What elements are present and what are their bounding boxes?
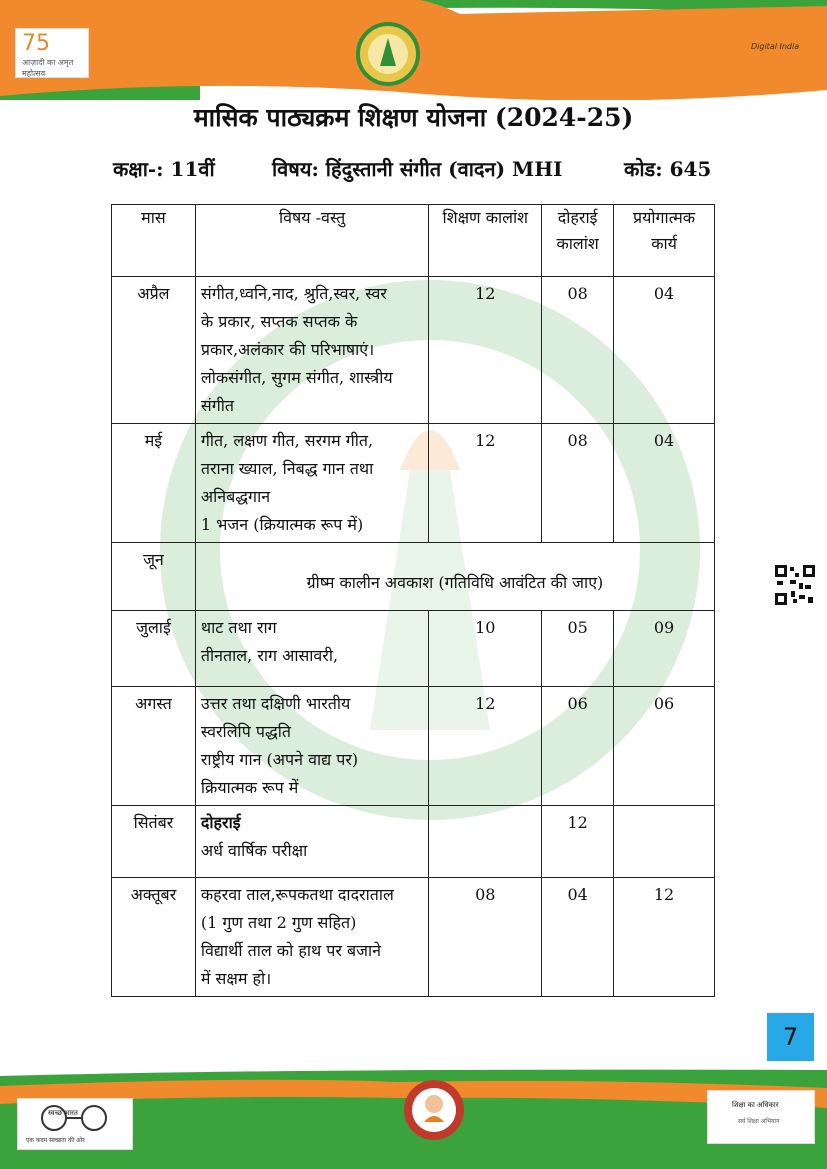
header-practical-work: प्रयोगात्मक कार्य (614, 205, 715, 277)
qr-code-icon (775, 565, 815, 605)
board-emblem-icon (356, 22, 420, 86)
content-cell: कहरवा ताल,रूपकतथा दादराताल (1 गुण तथा 2 गुण सहित) विद्यार्थी ताल को हाथ पर बजाने में सक्षम हो। (195, 878, 429, 997)
header-content: विषय -वस्तु (195, 205, 429, 277)
header-month: मास (112, 205, 196, 277)
table-row: मई गीत, लक्षण गीत, सरगम गीत, तराना ख्याल, निबद्ध गान तथा अनिबद्धगान 1 भजन (क्रियात्मक रूप में) 12 08 04 (112, 424, 715, 543)
table-row: अप्रैल संगीत,ध्वनि,नाद, श्रुति,स्वर, स्वर के प्रकार, सप्तक सप्तक के प्रकार,अलंकार की परिभाषाएं। लोकसंगीत, सुगम संगीत, शास्त्रीय संगीत 12 08 04 (112, 277, 715, 424)
glasses-icon (24, 1103, 124, 1133)
syllabus-table (111, 204, 715, 997)
digital-india-logo: Digital India (731, 36, 801, 64)
table-row: अगस्त उत्तर तथा दक्षिणी भारतीय स्वरलिपि पद्धति राष्ट्रीय गान (अपने वाद्य पर) क्रियात्मक रूप में 12 06 06 (112, 687, 715, 806)
class-label: कक्षा-: 11वीं (113, 157, 215, 181)
table-row: सितंबर दोहराई अर्ध वार्षिक परीक्षा 12 (112, 806, 715, 878)
content-cell: दोहराई अर्ध वार्षिक परीक्षा (195, 806, 429, 878)
page-number: 7 (767, 1013, 814, 1061)
page-title: मासिक पाठ्यक्रम शिक्षण योजना (2024-25) (193, 103, 634, 132)
azadi-ka-amrit-mahotsav-logo: 75 आज़ादी का अमृत महोत्सव (15, 28, 89, 78)
swachh-bharat-logo: स्वच्छ भारत एक कदम स्वच्छता की ओर (17, 1098, 133, 1150)
subject-label: विषय: हिंदुस्तानी संगीत (वादन) MHI (272, 157, 563, 181)
table-row: अक्तूबर कहरवा ताल,रूपकतथा दादराताल (1 गुण तथा 2 गुण सहित) विद्यार्थी ताल को हाथ पर बजाने में सक्षम हो। 08 04 12 (112, 878, 715, 997)
content-cell: संगीत,ध्वनि,नाद, श्रुति,स्वर, स्वर के प्रकार, सप्तक सप्तक के प्रकार,अलंकार की परिभाषाएं। लोकसंगीत, सुगम संगीत, शास्त्रीय संगीत (195, 277, 429, 424)
content-cell: थाट तथा राग तीनताल, राग आसावरी, (195, 611, 429, 687)
header-revision-periods: दोहराई कालांश (542, 205, 614, 277)
header-teaching-periods: शिक्षण कालांश (429, 205, 542, 277)
content-cell: उत्तर तथा दक्षिणी भारतीय स्वरलिपि पद्धति राष्ट्रीय गान (अपने वाद्य पर) क्रियात्मक रूप में (195, 687, 429, 806)
shiksha-ka-adhikar-logo: शिक्षा का अधिकार सर्व शिक्षा अभियान (707, 1090, 815, 1144)
content-cell: गीत, लक्षण गीत, सरगम गीत, तराना ख्याल, निबद्ध गान तथा अनिबद्धगान 1 भजन (क्रियात्मक रूप में) (195, 424, 429, 543)
beti-bachao-logo (402, 1074, 466, 1146)
code-label: कोड: 645 (624, 157, 712, 181)
holiday-note: ग्रीष्म कालीन अवकाश (गतिविधि आवंटित की जाए) (195, 543, 714, 611)
table-row: जून ग्रीष्म कालीन अवकाश (गतिविधि आवंटित की जाए) (112, 543, 715, 611)
digital-india-icon (733, 41, 749, 57)
table-row: जुलाई थाट तथा राग तीनताल, राग आसावरी, 10 05 09 (112, 611, 715, 687)
